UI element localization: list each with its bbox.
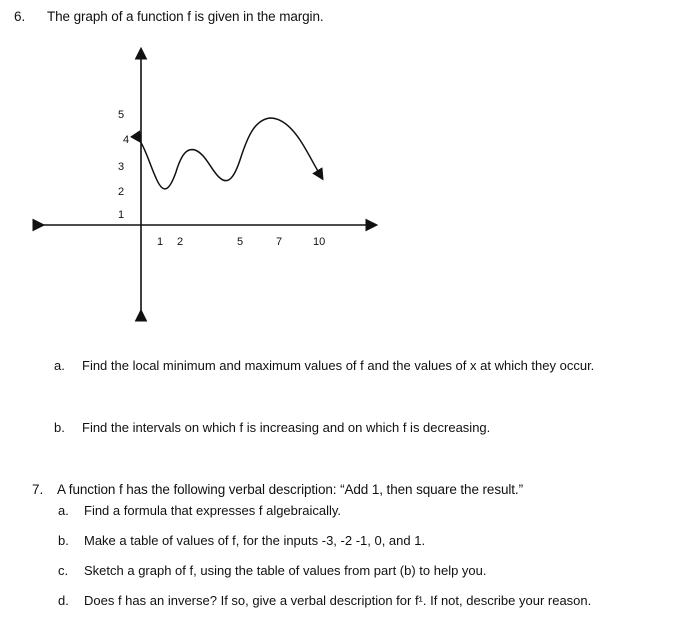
x-tick-label: 5 <box>237 236 244 248</box>
q7-part-a-text: Find a formula that expresses f algebraically. <box>84 503 341 518</box>
y-tick-label: 5 <box>118 109 125 121</box>
q7-part-a-label: a. <box>58 503 69 518</box>
y-tick-label: 4 <box>123 134 130 146</box>
y-tick-label: 3 <box>118 161 125 173</box>
x-tick-label: 1 <box>157 236 164 248</box>
q7-part-d-text: Does f has an inverse? If so, give a verbal description for f¹. If not, describe your reason. <box>84 593 592 608</box>
question-7-number: 7. <box>32 482 44 497</box>
q7-part-c-label: c. <box>58 563 69 578</box>
q6-part-a-text: Find the local minimum and maximum values of f and the values of x at which they occur. <box>82 358 595 373</box>
x-tick-label: 7 <box>276 236 283 248</box>
function-graph <box>30 40 390 330</box>
y-tick-label: 2 <box>118 186 125 198</box>
function-curve <box>140 118 322 189</box>
q7-part-d-label: d. <box>58 593 69 608</box>
q6-part-a-label: a. <box>54 358 65 373</box>
graph-svg <box>30 40 390 330</box>
q7-part-c-text: Sketch a graph of f, using the table of values from part (b) to help you. <box>84 563 487 578</box>
question-6-text: The graph of a function f is given in the margin. <box>47 9 324 24</box>
x-tick-label: 10 <box>313 236 326 248</box>
question-7-text: A function f has the following verbal description: “Add 1, then square the result.” <box>57 482 523 497</box>
x-tick-label: 2 <box>177 236 184 248</box>
q7-part-b-text: Make a table of values of f, for the inputs -3, -2 -1, 0, and 1. <box>84 533 426 548</box>
q6-part-b-text: Find the intervals on which f is increasing and on which f is decreasing. <box>82 420 491 435</box>
y-tick-label: 1 <box>118 209 125 221</box>
q7-part-b-label: b. <box>58 533 69 548</box>
question-6-number: 6. <box>14 9 26 24</box>
q6-part-b-label: b. <box>54 420 65 435</box>
